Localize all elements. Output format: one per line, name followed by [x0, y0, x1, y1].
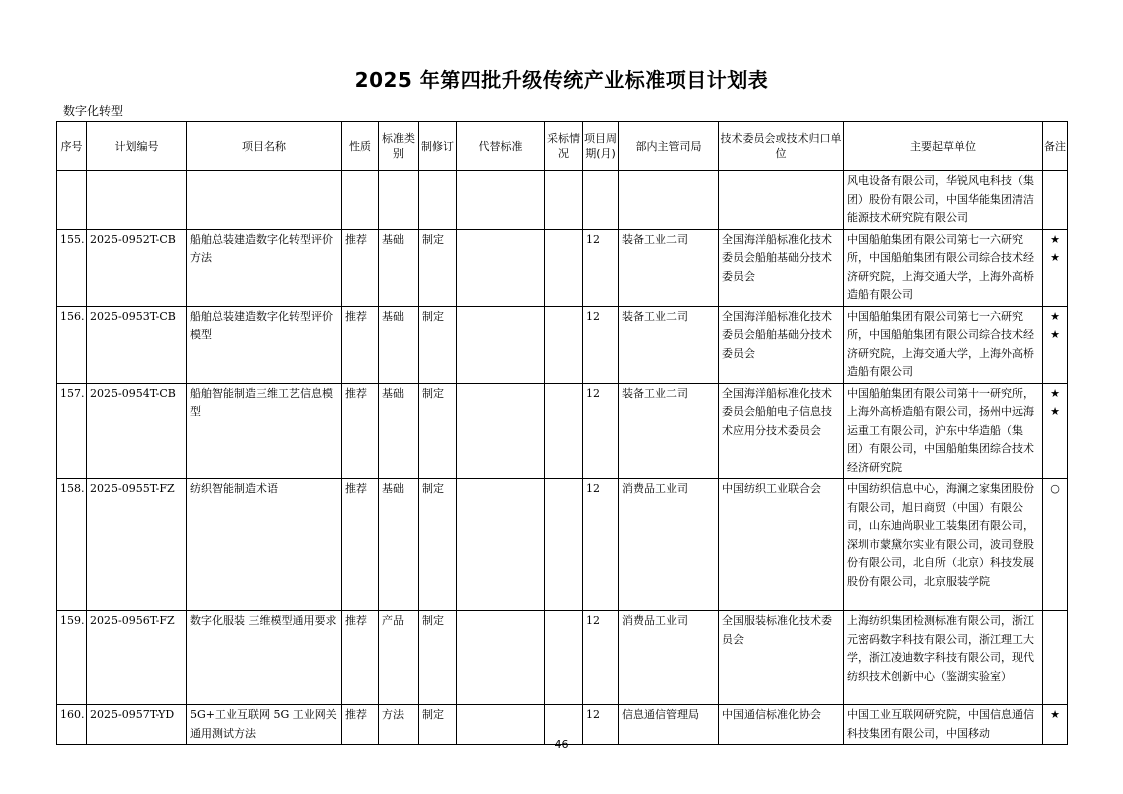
cell-dept: 装备工业二司 [619, 306, 719, 383]
cell-std-type: 产品 [379, 611, 419, 705]
cell-name: 船舶智能制造三维工艺信息模型 [187, 383, 342, 479]
cell-seq: 155. [57, 229, 87, 306]
header-adopt: 采标情况 [545, 122, 583, 171]
header-std-type: 标准类别 [379, 122, 419, 171]
plan-table [56, 121, 1068, 745]
cell-revise: 制定 [419, 479, 457, 611]
cell-committee: 全国海洋船标准化技术委员会船舶基础分技术委员会 [719, 229, 844, 306]
category-label: 数字化转型 [63, 104, 124, 118]
cell-revise: 制定 [419, 306, 457, 383]
cell-drafters: 中国船舶集团有限公司第七一六研究所，中国船舶集团有限公司综合技术经济研究院，上海交通大学，上海外高桥造船有限公司 [844, 229, 1043, 306]
cell-period: 12 [583, 705, 619, 745]
cell-plan-no: 2025-0952T-CB [87, 229, 187, 306]
cell-name: 船舶总装建造数字化转型评价方法 [187, 229, 342, 306]
table-row [57, 383, 1068, 479]
cell-remark-star: ★ ★ [1043, 306, 1068, 383]
cell-revise: 制定 [419, 229, 457, 306]
cell-drafters: 中国船舶集团有限公司第七一六研究所，中国船舶集团有限公司综合技术经济研究院，上海交通大学，上海外高桥造船有限公司 [844, 306, 1043, 383]
cell-nature: 推荐 [342, 229, 379, 306]
cell-dept: 装备工业二司 [619, 229, 719, 306]
cell-name: 船舶总装建造数字化转型评价模型 [187, 306, 342, 383]
cell-nature: 推荐 [342, 611, 379, 705]
table-row [57, 229, 1068, 306]
cell-std-type: 基础 [379, 383, 419, 479]
cell-remark [1043, 611, 1068, 705]
cell-std-type: 方法 [379, 705, 419, 745]
cell-replace [457, 611, 545, 705]
header-dept: 部内主管司局 [619, 122, 719, 171]
header-revise: 制修订 [419, 122, 457, 171]
header-plan-no: 计划编号 [87, 122, 187, 171]
continuation-row [57, 171, 1068, 230]
cell-nature: 推荐 [342, 383, 379, 479]
cell-plan-no: 2025-0956T-FZ [87, 611, 187, 705]
cell-dept: 消费品工业司 [619, 479, 719, 611]
cell-replace [457, 479, 545, 611]
header-name: 项目名称 [187, 122, 342, 171]
cell-drafters: 中国工业互联网研究院，中国信息通信科技集团有限公司，中国移动 [844, 705, 1043, 745]
cell-remark-star: ★ [1043, 705, 1068, 745]
cell-revise: 制定 [419, 705, 457, 745]
cell-committee: 全国海洋船标准化技术委员会船舶基础分技术委员会 [719, 306, 844, 383]
cell-replace [457, 229, 545, 306]
cell-seq: 160. [57, 705, 87, 745]
page-title: 2025 年第四批升级传统产业标准项目计划表 [354, 68, 769, 92]
header-committee: 技术委员会或技术归口单位 [719, 122, 844, 171]
cell-drafters: 风电设备有限公司，华锐风电科技（集团）股份有限公司，中国华能集团清洁能源技术研究院有限公司 [844, 171, 1043, 230]
cell-adopt [545, 383, 583, 479]
cell-remark-circle: ○ [1043, 479, 1068, 611]
cell-replace [457, 383, 545, 479]
cell-revise: 制定 [419, 383, 457, 479]
header-period: 项目周期(月) [583, 122, 619, 171]
cell-seq: 159. [57, 611, 87, 705]
cell-period: 12 [583, 229, 619, 306]
cell-nature: 推荐 [342, 306, 379, 383]
cell-adopt [545, 479, 583, 611]
cell-seq: 158. [57, 479, 87, 611]
cell-name: 纺织智能制造术语 [187, 479, 342, 611]
cell-dept: 消费品工业司 [619, 611, 719, 705]
cell-period: 12 [583, 383, 619, 479]
header-nature: 性质 [342, 122, 379, 171]
cell-period: 12 [583, 479, 619, 611]
cell-name: 5G+工业互联网 5G 工业网关通用测试方法 [187, 705, 342, 745]
cell-committee: 全国海洋船标准化技术委员会船舶电子信息技术应用分技术委员会 [719, 383, 844, 479]
cell-name: 数字化服装 三维模型通用要求 [187, 611, 342, 705]
cell-std-type: 基础 [379, 229, 419, 306]
cell-plan-no: 2025-0955T-FZ [87, 479, 187, 611]
cell-drafters: 上海纺织集团检测标准有限公司，浙江元密码数字科技有限公司，浙江理工大学，浙江凌迪数字科技有限公司，现代纺织技术创新中心（鉴湖实验室） [844, 611, 1043, 705]
cell-nature: 推荐 [342, 479, 379, 611]
table-row [57, 479, 1068, 611]
cell-adopt [545, 306, 583, 383]
table-header-row [57, 122, 1068, 171]
cell-drafters: 中国纺织信息中心，海澜之家集团股份有限公司，旭日商贸（中国）有限公司，山东迪尚职业工装集团有限公司，深圳市蒙黛尔实业有限公司，波司登股份有限公司，北自所（北京）科技发展股份有限公司，北京服装学院 [844, 479, 1043, 611]
cell-adopt [545, 229, 583, 306]
cell-seq: 157. [57, 383, 87, 479]
table-row [57, 611, 1068, 705]
cell-replace [457, 306, 545, 383]
cell-committee: 中国纺织工业联合会 [719, 479, 844, 611]
cell-std-type: 基础 [379, 479, 419, 611]
cell-drafters: 中国船舶集团有限公司第十一研究所，上海外高桥造船有限公司，扬州中远海运重工有限公司，沪东中华造船（集团）有限公司，中国船舶集团综合技术经济研究院 [844, 383, 1043, 479]
table-row [57, 306, 1068, 383]
cell-adopt [545, 611, 583, 705]
cell-period: 12 [583, 306, 619, 383]
cell-committee: 中国通信标准化协会 [719, 705, 844, 745]
cell-period: 12 [583, 611, 619, 705]
cell-plan-no: 2025-0953T-CB [87, 306, 187, 383]
page-number: 46 [554, 738, 569, 751]
cell-remark-star: ★ ★ [1043, 229, 1068, 306]
header-seq: 序号 [57, 122, 87, 171]
cell-committee: 全国服装标准化技术委员会 [719, 611, 844, 705]
cell-plan-no: 2025-0957T-YD [87, 705, 187, 745]
cell-dept: 信息通信管理局 [619, 705, 719, 745]
cell-std-type: 基础 [379, 306, 419, 383]
cell-dept: 装备工业二司 [619, 383, 719, 479]
header-remark: 备注 [1043, 122, 1068, 171]
header-drafters: 主要起草单位 [844, 122, 1043, 171]
cell-seq: 156. [57, 306, 87, 383]
header-replace: 代替标准 [457, 122, 545, 171]
cell-nature: 推荐 [342, 705, 379, 745]
cell-remark-star: ★ ★ [1043, 383, 1068, 479]
cell-revise: 制定 [419, 611, 457, 705]
cell-plan-no: 2025-0954T-CB [87, 383, 187, 479]
